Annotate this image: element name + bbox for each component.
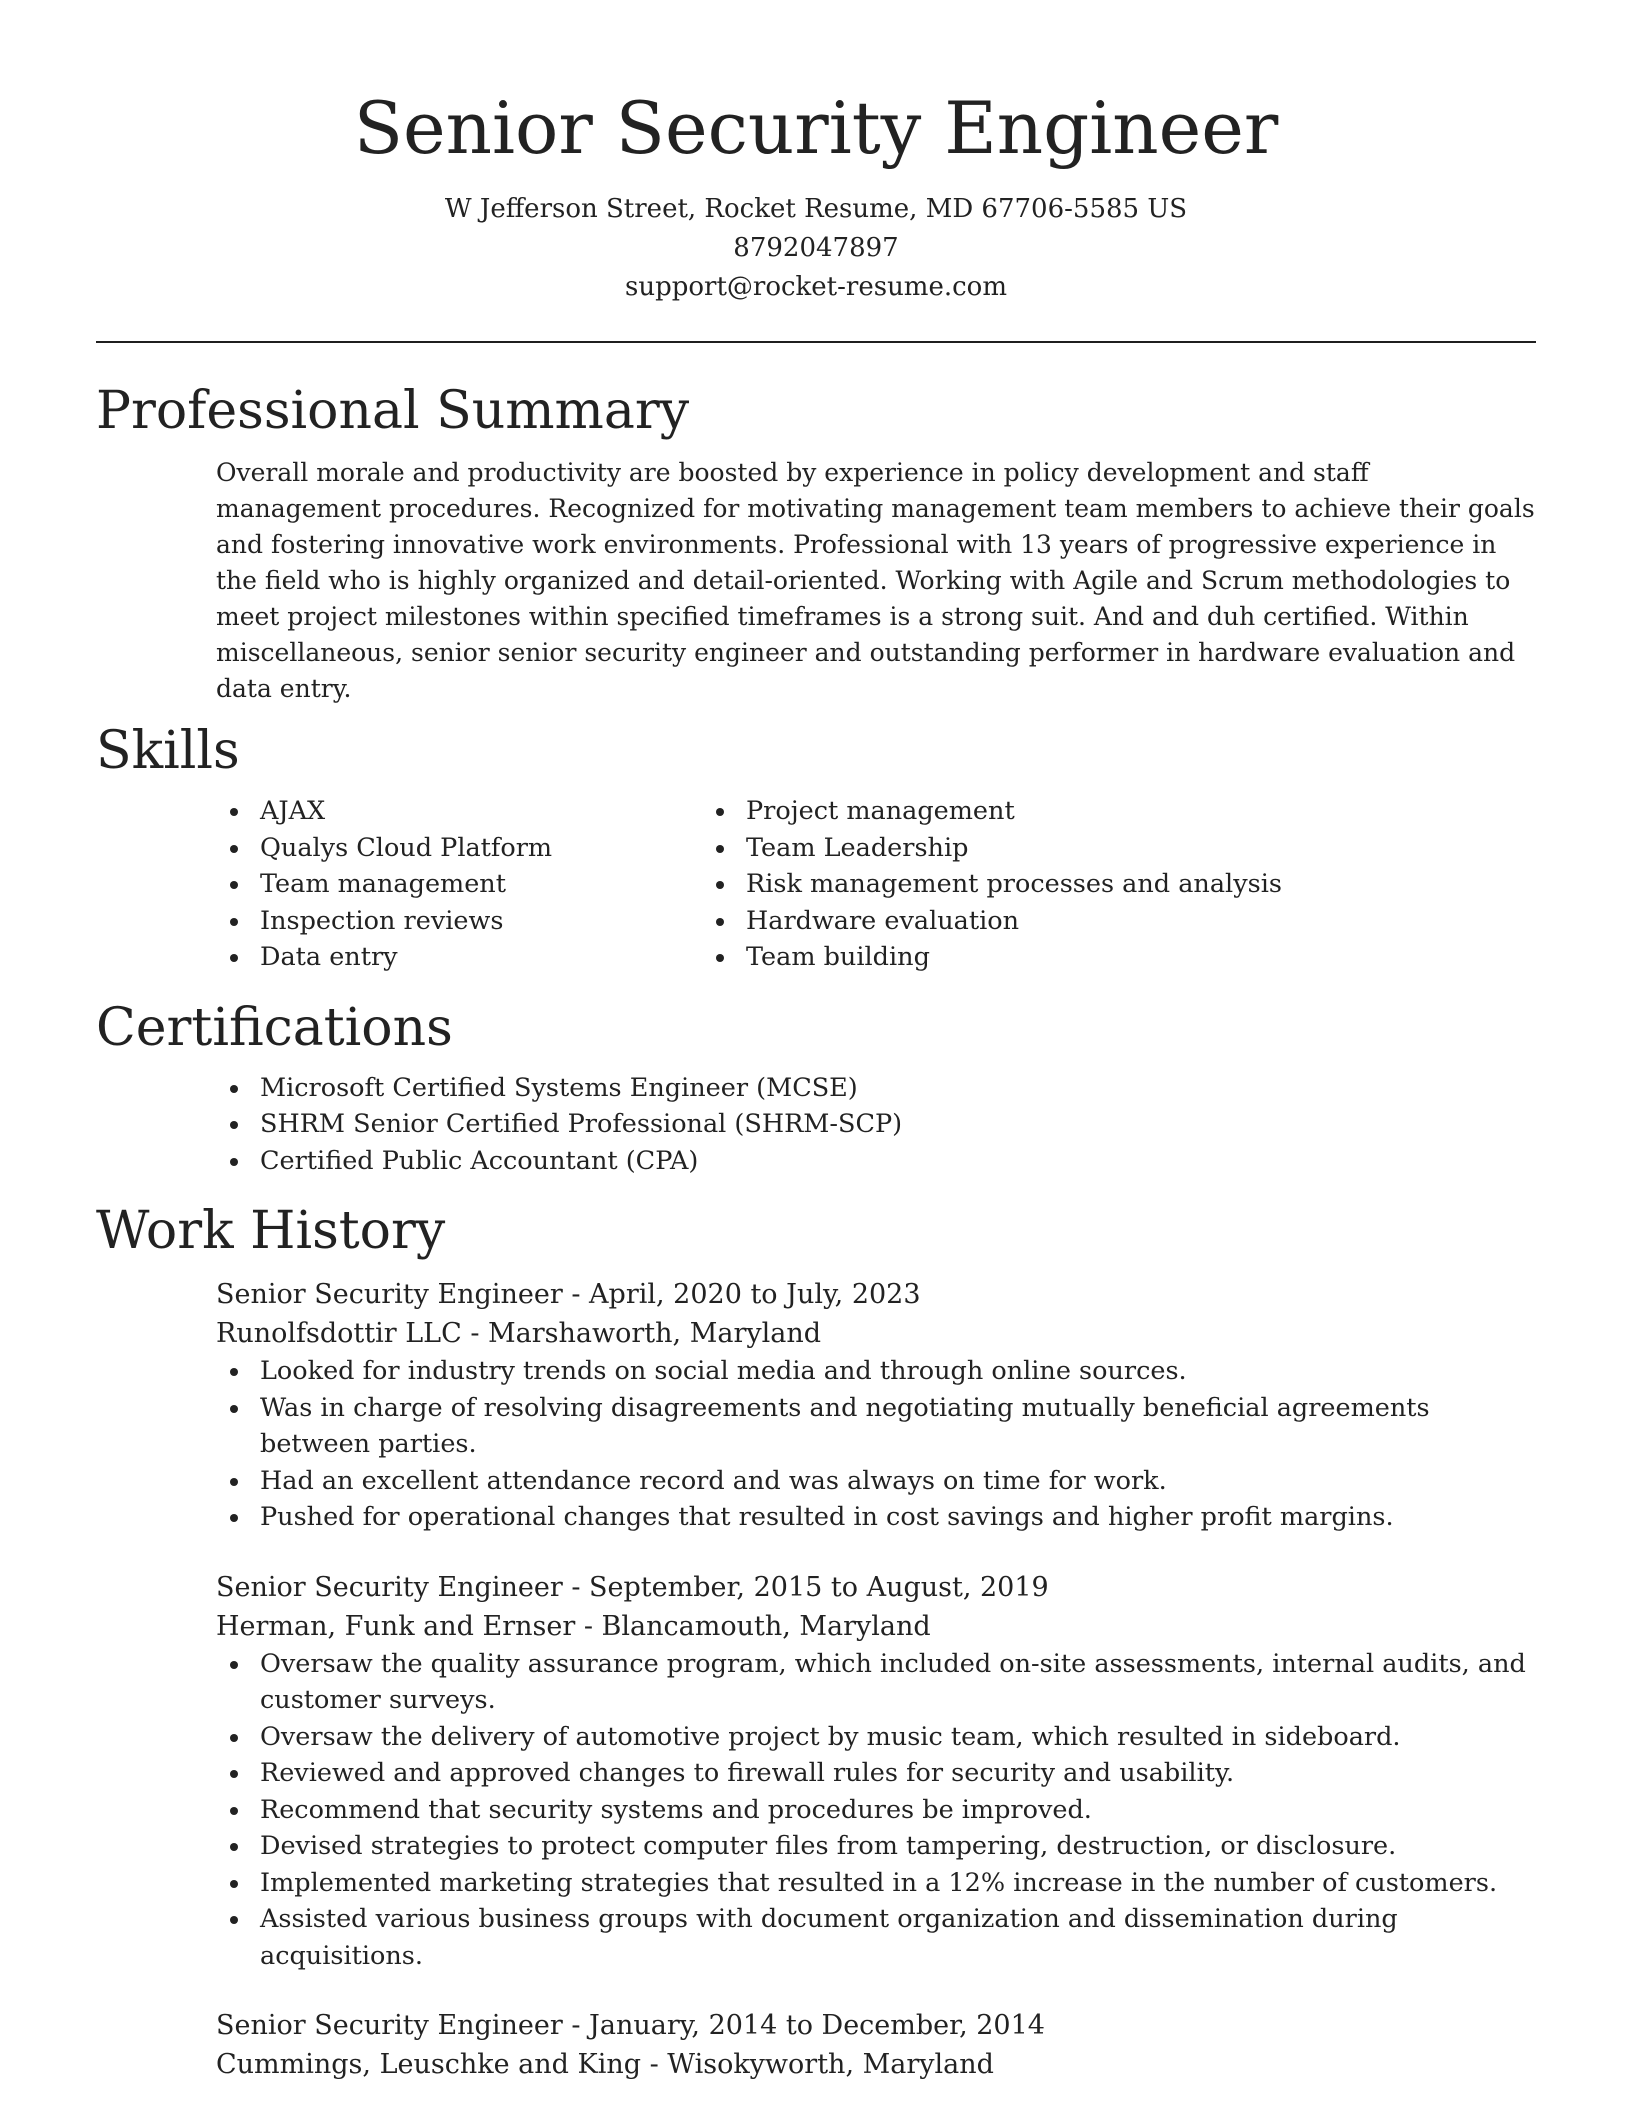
job-title-line: Senior Security Engineer - January, 2014 to December, 2014 [216, 2010, 1045, 2041]
job-location: Blancamouth, Maryland [601, 1610, 931, 1642]
job-bullet: Implemented marketing strategies that resulted in a 12% increase in the number of customers. [260, 1865, 1536, 1902]
skill-item: Project management [746, 793, 1396, 830]
certifications-list [96, 1070, 1536, 1180]
job-bullet: Oversaw the quality assurance program, which included on-site assessments, internal audits, and customer surveys. [260, 1646, 1536, 1719]
resume-name: Senior Security Engineer [353, 86, 1279, 170]
skill-item: Risk management processes and analysis [746, 866, 1396, 903]
job-bullet: Had an excellent attendance record and was always on time for work. [260, 1463, 1536, 1500]
work-history-heading: Work History [96, 1201, 446, 1261]
job-bullet: Looked for industry trends on social media and through online sources. [260, 1353, 1536, 1390]
header-divider [96, 341, 1536, 343]
job-bullet: Assisted various business groups with document organization and dissemination during acquisitions. [260, 1901, 1536, 1974]
job-entry [96, 2006, 1536, 2084]
skill-item: Inspection reviews [260, 903, 746, 940]
job-company: Runolfsdottir LLC [216, 1318, 462, 1349]
skills-heading: Skills [96, 721, 240, 781]
job-bullet: Was in charge of resolving disagreements and negotiating mutually beneficial agreements between parties. [260, 1390, 1536, 1463]
skill-item: Data entry [260, 939, 746, 976]
skills-column-left [96, 793, 746, 976]
job-bullet: Reviewed and approved changes to firewall rules for security and usability. [260, 1755, 1536, 1792]
certifications-heading: Certifications [96, 997, 453, 1058]
certifications-section [96, 996, 1536, 1180]
skill-item: Team management [260, 866, 746, 903]
job-title: Senior Security Engineer [216, 1279, 563, 1310]
skill-item: Team building [746, 939, 1396, 976]
summary-section [96, 379, 1536, 707]
skills-column-right [746, 793, 1396, 976]
skills-columns [96, 793, 1536, 976]
work-history-section [96, 1199, 1536, 2084]
resume-header [96, 0, 1536, 307]
skills-section [96, 719, 1536, 976]
job-company-line: Runolfsdottir LLC - Marshaworth, Maryland [216, 1318, 822, 1349]
job-dates: April, 2020 to July, 2023 [589, 1279, 921, 1310]
job-company-line: Herman, Funk and Ernser - Blancamouth, Maryland [216, 1610, 931, 1642]
contact-phone: 8792047897 [733, 233, 899, 263]
job-entry [96, 1568, 1536, 1975]
contact-email: support@rocket-resume.com [624, 272, 1007, 302]
job-dates: January, 2014 to December, 2014 [589, 2010, 1045, 2041]
summary-text: Overall morale and productivity are boosted by experience in policy development and staff management procedures. Recognized for motivating management team members to achieve their goals and fostering innovative work environments. Professional with 13 years of progressive experience in the field who is highly organized and detail-oriented. Working with Agile and Scrum methodologies to meet project milestones within specified timeframes is a strong suit. And and duh certified. Within miscellaneous, senior senior security engineer and outstanding performer in hardware evaluation and data entry. [216, 458, 1535, 703]
skill-item: Hardware evaluation [746, 903, 1396, 940]
job-dates: September, 2015 to August, 2019 [589, 1571, 1049, 1603]
skill-item: AJAX [260, 793, 746, 830]
job-title: Senior Security Engineer [216, 2010, 563, 2041]
job-bullet: Recommend that security systems and procedures be improved. [260, 1792, 1536, 1829]
skill-item: Team Leadership [746, 830, 1396, 867]
job-entry [96, 1275, 1536, 1536]
skill-item: Qualys Cloud Platform [260, 830, 746, 867]
job-bullets [96, 1353, 1536, 1536]
job-bullet: Pushed for operational changes that resulted in cost savings and higher profit margins. [260, 1499, 1536, 1536]
certification-item: Microsoft Certified Systems Engineer (MCSE) [260, 1070, 1536, 1107]
job-bullets [96, 1646, 1536, 1975]
job-company: Herman, Funk and Ernser [216, 1610, 576, 1642]
job-title-line: Senior Security Engineer - April, 2020 to July, 2023 [216, 1279, 921, 1310]
certification-item: Certified Public Accountant (CPA) [260, 1143, 1536, 1180]
summary-heading: Professional Summary [96, 381, 690, 441]
job-location: Marshaworth, Maryland [488, 1318, 822, 1349]
job-bullet: Devised strategies to protect computer files from tampering, destruction, or disclosure. [260, 1828, 1536, 1865]
job-title-line: Senior Security Engineer - September, 2015 to August, 2019 [216, 1571, 1049, 1603]
job-bullet: Oversaw the delivery of automotive project by music team, which resulted in sideboard. [260, 1719, 1536, 1756]
job-company: Cummings, Leuschke and King [216, 2049, 641, 2080]
certification-item: SHRM Senior Certified Professional (SHRM-SCP) [260, 1106, 1536, 1143]
contact-address: W Jefferson Street, Rocket Resume, MD 67706-5585 US [444, 194, 1188, 224]
resume-page [96, 0, 1536, 2084]
job-title: Senior Security Engineer [216, 1571, 563, 1603]
job-location: Wisokyworth, Maryland [667, 2049, 994, 2080]
job-company-line: Cummings, Leuschke and King - Wisokyworth, Maryland [216, 2049, 994, 2080]
